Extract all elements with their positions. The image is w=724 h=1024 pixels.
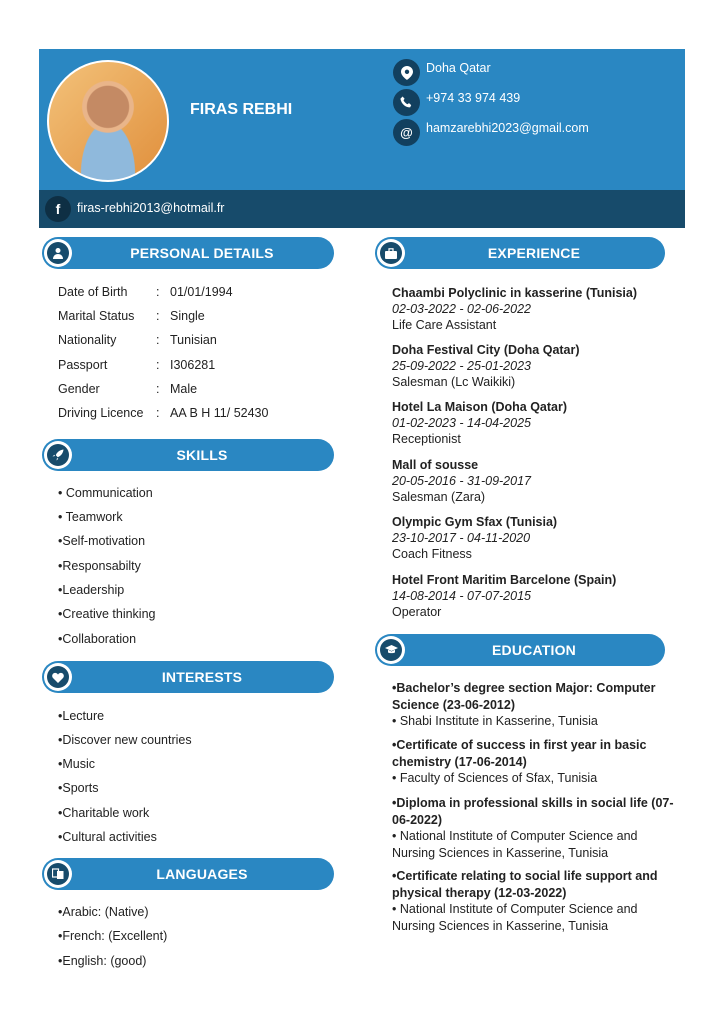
skill-item: • Teamwork — [58, 510, 123, 524]
email-text[interactable]: hamzarebhi2023@gmail.com — [426, 120, 589, 135]
education-item: •Diploma in professional skills in social life (07-06-2022) • National Institute of Computer Science and Nursing Sciences in Kasserine, Tunisia — [392, 796, 674, 860]
interest-item: •Music — [58, 757, 96, 771]
graduation-cap-icon — [380, 639, 402, 661]
skill-item: •Creative thinking — [58, 607, 156, 621]
contact-phone — [393, 89, 520, 116]
interest-item: •Charitable work — [58, 806, 150, 820]
location-text: Doha Qatar — [426, 60, 491, 75]
skill-item: • Communication — [58, 486, 153, 500]
languages-header — [42, 858, 334, 890]
experience-item: Olympic Gym Sfax (Tunisia) 23-10-2017 - 04-11-2020 Coach Fitness — [392, 515, 558, 561]
profile-photo — [47, 60, 169, 182]
section-title: LANGUAGES — [156, 866, 248, 882]
language-item: •English: (good) — [58, 954, 147, 968]
skill-item: •Leadership — [58, 583, 125, 597]
rocket-icon — [47, 444, 69, 466]
skills-header — [42, 439, 334, 471]
facebook-text[interactable]: firas-rebhi2013@hotmail.fr — [77, 201, 225, 215]
education-item: •Certificate relating to social life support and physical therapy (12-03-2022) • National Institute of Computer Science and Nursing Sciences in Kasserine, Tunisia — [392, 869, 658, 933]
experience-item: Mall of sousse 20-05-2016 - 31-09-2017 Salesman (Zara) — [392, 458, 531, 504]
phone-text: +974 33 974 439 — [426, 90, 521, 105]
section-title: EXPERIENCE — [487, 245, 581, 261]
contact-location — [393, 59, 491, 86]
education-item: •Certificate of success in first year in basic chemistry (17-06-2014) • Faculty of Sciences of Sfax, Tunisia — [392, 738, 647, 785]
at-sign-icon: @ — [393, 119, 420, 146]
experience-item: Chaambi Polyclinic in kasserine (Tunisia) 02-03-2022 - 02-06-2022 Life Care Assistant — [392, 286, 637, 332]
skill-item: •Responsabilty — [58, 559, 141, 573]
skill-item: •Collaboration — [58, 632, 137, 646]
interest-item: •Discover new countries — [58, 733, 192, 747]
facebook-icon: f — [45, 196, 71, 222]
section-title: SKILLS — [176, 447, 228, 463]
heart-icon — [47, 666, 69, 688]
interest-item: •Sports — [58, 781, 99, 795]
user-icon — [47, 242, 69, 264]
section-title: EDUCATION — [492, 642, 576, 658]
interest-item: •Lecture — [58, 709, 105, 723]
personal-details-header — [42, 237, 334, 269]
location-pin-icon — [393, 59, 420, 86]
skill-item: •Self-motivation — [58, 534, 146, 548]
briefcase-icon — [380, 242, 402, 264]
interest-item: •Cultural activities — [58, 830, 157, 844]
interests-header — [42, 661, 334, 693]
experience-header — [375, 237, 665, 269]
language-item: •French: (Excellent) — [58, 929, 168, 943]
candidate-name: FIRAS REBHI — [190, 101, 293, 118]
language-item: •Arabic: (Native) — [58, 905, 149, 919]
phone-icon — [393, 89, 420, 116]
experience-item: Hotel Front Maritim Barcelone (Spain) 14-08-2014 - 07-07-2015 Operator — [392, 573, 617, 619]
experience-item: Hotel La Maison (Doha Qatar) 01-02-2023 - 14-04-2025 Receptionist — [392, 400, 568, 446]
contact-email — [393, 119, 589, 146]
section-title: PERSONAL DETAILS — [130, 245, 274, 261]
facebook-bar — [39, 190, 685, 228]
translate-icon — [47, 863, 69, 885]
experience-item: Doha Festival City (Doha Qatar) 25-09-2022 - 25-01-2023 Salesman (Lc Waikiki) — [392, 343, 580, 389]
education-header — [375, 634, 665, 666]
section-title: INTERESTS — [161, 669, 243, 685]
education-item: •Bachelor’s degree section Major: Computer Science (23-06-2012) • Shabi Institute in Kasserine, Tunisia — [392, 681, 656, 728]
